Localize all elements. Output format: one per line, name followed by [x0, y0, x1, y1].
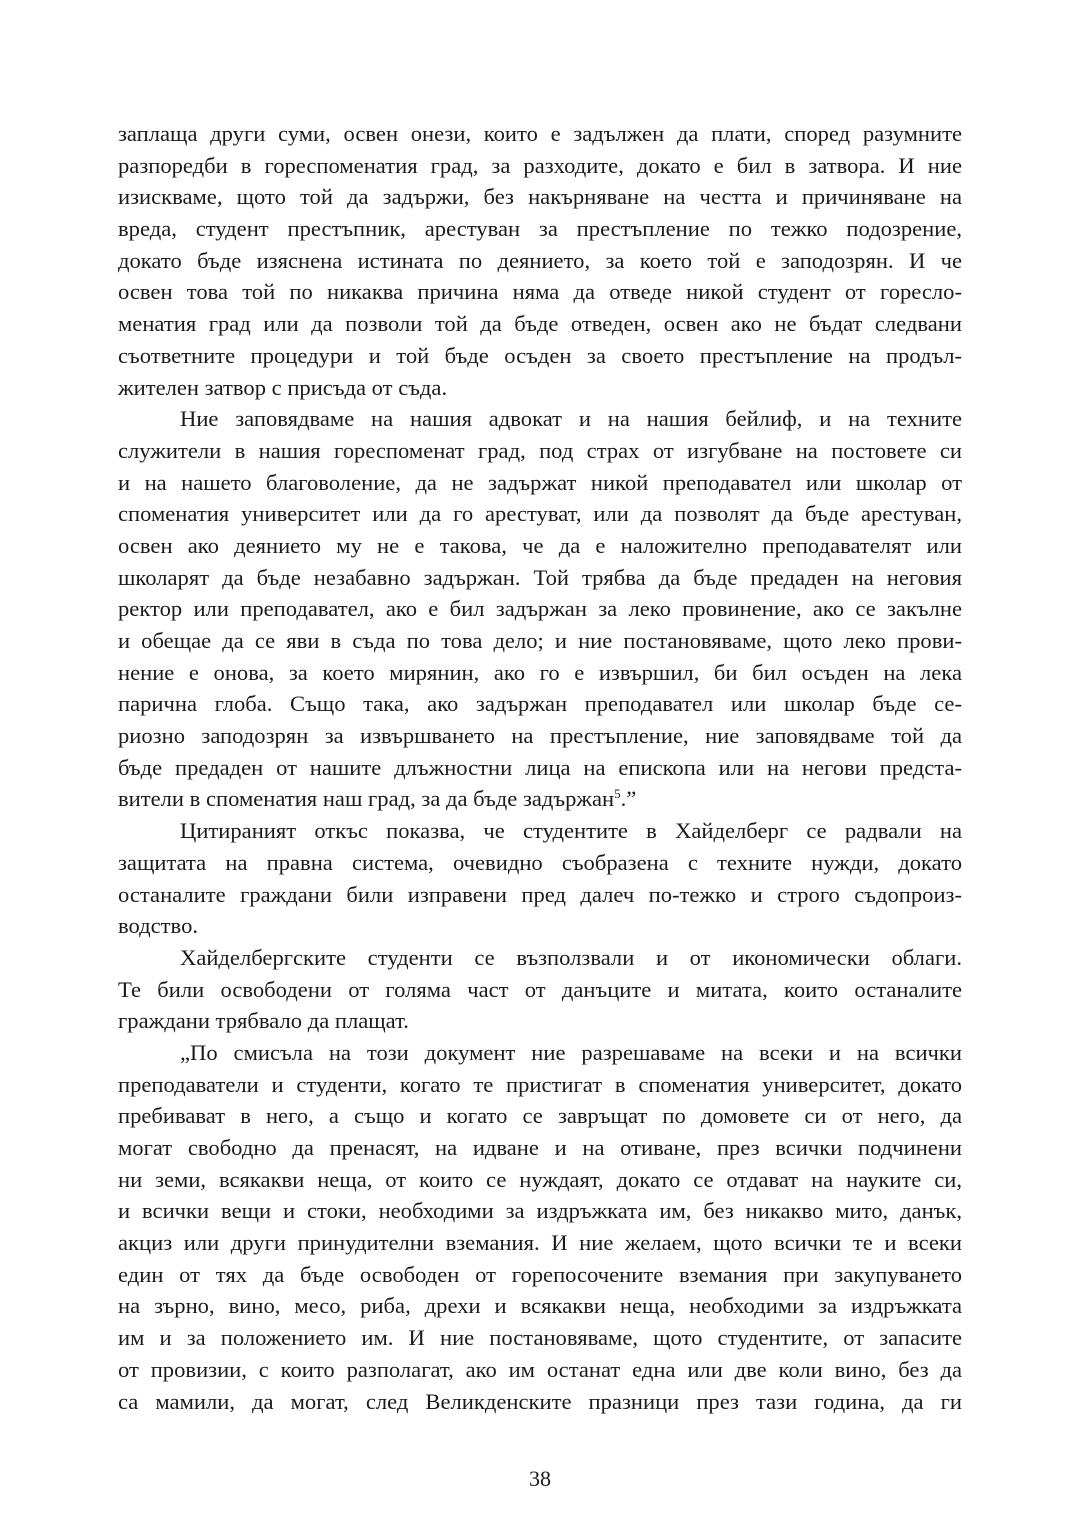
text-line: школарят да бъде незабавно задържан. Той трябва да бъде предаден на неговия [118, 564, 962, 590]
text-line: докато бъде изяснена истината по деянието, за което той е заподозрян. И че [118, 247, 962, 273]
text-line: разпоредби в гореспоменатия град, за разходите, докато е бил в затвора. И ние [118, 152, 962, 178]
text-line: могат свободно да пренасят, на идване и на отиване, през всички подчинени [118, 1135, 962, 1160]
text-line: преподаватели и студенти, когато те пристигат в споменатия университет, докато [118, 1071, 962, 1097]
text-line: споменатия университет или да го арестуват, или да позволят да бъде арестуван, [118, 501, 962, 527]
text-line: защитата на правна система, очевидно съобразена с техните нужди, докато [118, 849, 962, 875]
text-line: Ние заповядваме на нашия адвокат и на нашия бейлиф, и на техните [180, 406, 962, 432]
paragraph-5 [118, 1037, 962, 1417]
text-line: нение е онова, за което мирянин, ако го е извършил, би бил осъден на лека [118, 659, 962, 685]
page-number: 38 [529, 1466, 551, 1491]
text-line: вреда, студент престъпник, арестуван за престъпление по тежко подозрение, [118, 216, 962, 242]
paragraph-3 [118, 815, 962, 942]
text-line: Те били освободени от голяма част от данъците и митата, които останалите [118, 976, 962, 1002]
quote-close: .” [620, 786, 637, 812]
text-line: акциз или други принудителни вземания. И ние желаем, щото всички те и всеки [118, 1230, 962, 1256]
text-line: от провизии, с които разполагат, ако им останат една или две коли вино, без да [118, 1356, 962, 1382]
text-line: освен това той по никаква причина няма да отведе никой студент от горесло- [118, 279, 962, 305]
text-line: „По смисъла на този документ ние разрешаваме на всеки и на всички [180, 1039, 962, 1065]
text-line: Цитираният откъс показва, че студентите в Хайделберг се радвали на [180, 818, 962, 844]
text-line: им и за положението им. И ние постановяваме, щото студентите, от запасите [118, 1325, 962, 1351]
text-line: и всички вещи и стоки, необходими за издръжката им, без никакво мито, данък, [118, 1198, 962, 1224]
text-line: освен ако деянието му не е такова, че да е наложително преподавателят или [118, 532, 962, 558]
text-line: парична глоба. Също така, ако задържан преподавател или школар бъде се- [118, 691, 962, 717]
text-line: един от тях да бъде освободен от горепосочените вземания при закупуването [118, 1261, 962, 1287]
text-line: риозно заподозрян за извършването на престъпление, ние заповядваме той да [118, 723, 962, 749]
footnote-marker[interactable]: 5 [614, 786, 621, 802]
text-line-content: вители в споменатия наш град, за да бъде задържан [118, 786, 615, 812]
text-line: пребивават в него, а също и когато се завръщат по домовете си от него, да [118, 1103, 962, 1129]
text-line: служители в нашия гореспоменат град, под страх от изгубване на постовете си [118, 437, 962, 463]
text-line: ни земи, всякакви неща, от които се нуждаят, докато се отдават на науките си, [118, 1166, 962, 1192]
text-line: съответните процедури и той бъде осъден за своето престъпление на продъл- [118, 342, 962, 368]
text-line: менатия град или да позволи той да бъде отведен, освен ако не бъдат следвани [118, 311, 962, 337]
text-line: останалите граждани били изправени пред далеч по-тежко и строго съдопроиз- [118, 881, 962, 907]
text-line: и обещае да се яви в съда по това дело; и ние постановяваме, щото леко прови- [118, 628, 962, 653]
paragraph-4 [118, 942, 962, 1037]
text-line: водство. [118, 913, 199, 939]
text-line [118, 783, 962, 815]
text-line: заплаща други суми, освен онези, които е задължен да плати, според разумните [118, 121, 962, 146]
text-line: на зърно, вино, месо, риба, дрехи и всякакви неща, необходими за издръжката [118, 1293, 962, 1319]
text-line: са мамили, да могат, след Великденските празници през тази година, да ги [118, 1388, 962, 1414]
text-line: граждани трябвало да плащат. [118, 1008, 409, 1034]
text-line: Хайделбергските студенти се възползвали и от икономически облаги. [180, 944, 962, 970]
paragraph-1 [118, 118, 962, 403]
text-line: ректор или преподавател, ако е бил задържан за леко провинение, ако се закълне [118, 596, 962, 622]
page-body [118, 118, 962, 1417]
text-line: жителен затвор с присъда от съда. [118, 374, 448, 400]
text-line: бъде предаден от нашите длъжностни лица на епископа или на негови предста- [118, 754, 962, 780]
text-line: изискваме, щото той да задържи, без накърняване на честта и причиняване на [118, 184, 962, 210]
text-line: и на нашето благоволение, да не задържат никой преподавател или школар от [118, 469, 962, 495]
paragraph-2 [118, 403, 962, 815]
